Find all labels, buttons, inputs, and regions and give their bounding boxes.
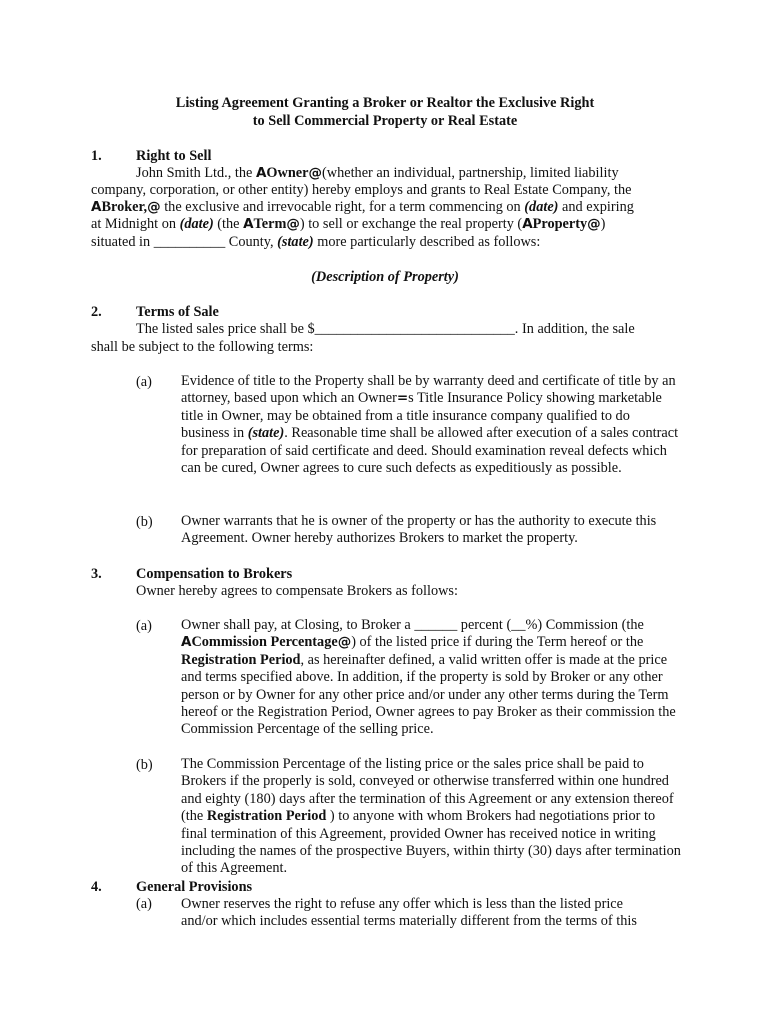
- section-2-line-1: The listed sales price shall be $____________________________. In addition, the sale: [136, 321, 635, 337]
- property-description-placeholder: (Description of Property): [311, 269, 459, 285]
- defined-term-term: Term: [253, 216, 287, 232]
- quote-glyph: A: [243, 216, 254, 232]
- section-3a-text: [181, 617, 681, 739]
- defined-term-registration-period: Registration Period: [206, 808, 327, 825]
- text: Owner shall pay, at Closing, to Broker a ______ percent (__%) Commission (the: [181, 617, 644, 633]
- quote-glyph: A: [522, 216, 533, 232]
- section-3b-label: (b): [136, 757, 153, 773]
- section-1-line-5: [91, 233, 540, 251]
- state-placeholder: (state): [277, 234, 314, 250]
- text: ) of the listed price if during the Term hereof or the: [351, 634, 644, 651]
- defined-term-registration-period: Registration Period: [181, 651, 301, 668]
- section-4-number: 4.: [91, 879, 102, 895]
- text: more particularly described as follows:: [313, 234, 541, 250]
- section-2-line-2: shall be subject to the following terms:: [91, 339, 314, 355]
- section-1-line-1: [136, 164, 619, 182]
- text: . Reasonable time shall be allowed after execution of a sales contract for preparation of said certificate and deed. Should examination reveal defects which can be cured, Owner agrees to cure such defects as expeditiously as possible.: [181, 425, 679, 477]
- section-3-heading: Compensation to Brokers: [136, 566, 293, 582]
- defined-term-owner: Owner: [266, 165, 309, 181]
- quote-glyph: A: [91, 199, 102, 215]
- section-2b-label: (b): [136, 514, 153, 530]
- section-2b-text: Owner warrants that he is owner of the property or has the authority to execute this Agreement. Owner hereby authorizes Brokers to market the property.: [181, 513, 657, 547]
- quote-glyph: A: [255, 165, 267, 181]
- document-title-line-2: to Sell Commercial Property or Real Estate: [252, 113, 518, 129]
- section-1-number: 1.: [91, 148, 102, 164]
- section-3-intro: Owner hereby agrees to compensate Brokers as follows:: [136, 583, 458, 599]
- text: , as hereinafter defined, a valid written offer is made at the price and terms specified above. In addition, if the property is sold by Broker or any other person or by Owner for any other price and/or under any other terms during the Term hereof or the Registration Period, Owner agrees to pay Broker as their commission the Commission Percentage of the selling price.: [181, 651, 676, 738]
- section-1-line-3: [91, 198, 634, 216]
- quote-glyph: @: [286, 216, 300, 232]
- state-placeholder: (state): [247, 425, 285, 442]
- section-2a-label: (a): [136, 374, 152, 390]
- text: The Commission Percentage of the listing price or the sales price shall be paid to Brokers if the properly is sold, conveyed or otherwise transferred within one hundred and eighty (180) days after the termination of this Agreement or any extension thereof (the: [181, 756, 674, 825]
- quote-glyph: A: [181, 634, 192, 651]
- text: ): [600, 216, 606, 232]
- defined-term-property: Property: [532, 216, 588, 232]
- quote-glyph: @: [147, 199, 161, 215]
- defined-term-broker: Broker,: [101, 199, 148, 215]
- text: situated in __________ County,: [91, 234, 278, 250]
- quote-glyph: @: [337, 634, 352, 651]
- text: s Title Insurance Policy showing marketable title in Owner, may be obtained from a title insurance company qualified to do business in: [181, 390, 662, 442]
- text: the exclusive and irrevocable right, for a term commencing on: [160, 199, 525, 215]
- text: (the: [213, 216, 244, 232]
- text: ) to anyone with whom Brokers had negotiations prior to final termination of this Agreement, provided Owner has received notice in writing including the names of the prospective Buyers, within thirty (30) days after termination of this Agreement.: [181, 808, 681, 877]
- quote-glyph: @: [587, 216, 601, 232]
- section-3b-text: [181, 756, 681, 878]
- section-2-heading: Terms of Sale: [136, 304, 219, 320]
- quote-glyph: @: [308, 165, 322, 181]
- text: at Midnight on: [91, 216, 180, 232]
- defined-term-commission-percentage: Commission Percentage: [191, 634, 338, 651]
- section-1-line-2: company, corporation, or other entity) hereby employs and grants to Real Estate Company, the: [91, 182, 632, 198]
- section-4a-line-1: Owner reserves the right to refuse any offer which is less than the listed price: [181, 896, 624, 912]
- text: and expiring: [558, 199, 634, 215]
- date-placeholder: (date): [524, 199, 559, 215]
- text: ) to sell or exchange the real property (: [299, 216, 523, 232]
- apostrophe-glyph: =: [396, 390, 409, 407]
- text: (whether an individual, partnership, limited liability: [322, 165, 619, 181]
- document-title-line-1: Listing Agreement Granting a Broker or Realtor the Exclusive Right: [175, 95, 595, 111]
- text: Evidence of title to the Property shall be by warranty deed and certificate of title by an attorney, based upon which an Owner: [181, 373, 676, 407]
- date-placeholder: (date): [179, 216, 214, 232]
- text: John Smith Ltd., the: [136, 165, 256, 181]
- section-1-line-4: [91, 215, 605, 233]
- section-3a-label: (a): [136, 618, 152, 634]
- section-3-number: 3.: [91, 566, 102, 582]
- section-1-heading: Right to Sell: [136, 148, 212, 164]
- section-4a-label: (a): [136, 896, 152, 912]
- section-2-number: 2.: [91, 304, 102, 320]
- section-4a-line-2: and/or which includes essential terms materially different from the terms of this: [181, 913, 637, 929]
- section-2a-text: [181, 373, 681, 477]
- section-4-heading: General Provisions: [136, 879, 253, 895]
